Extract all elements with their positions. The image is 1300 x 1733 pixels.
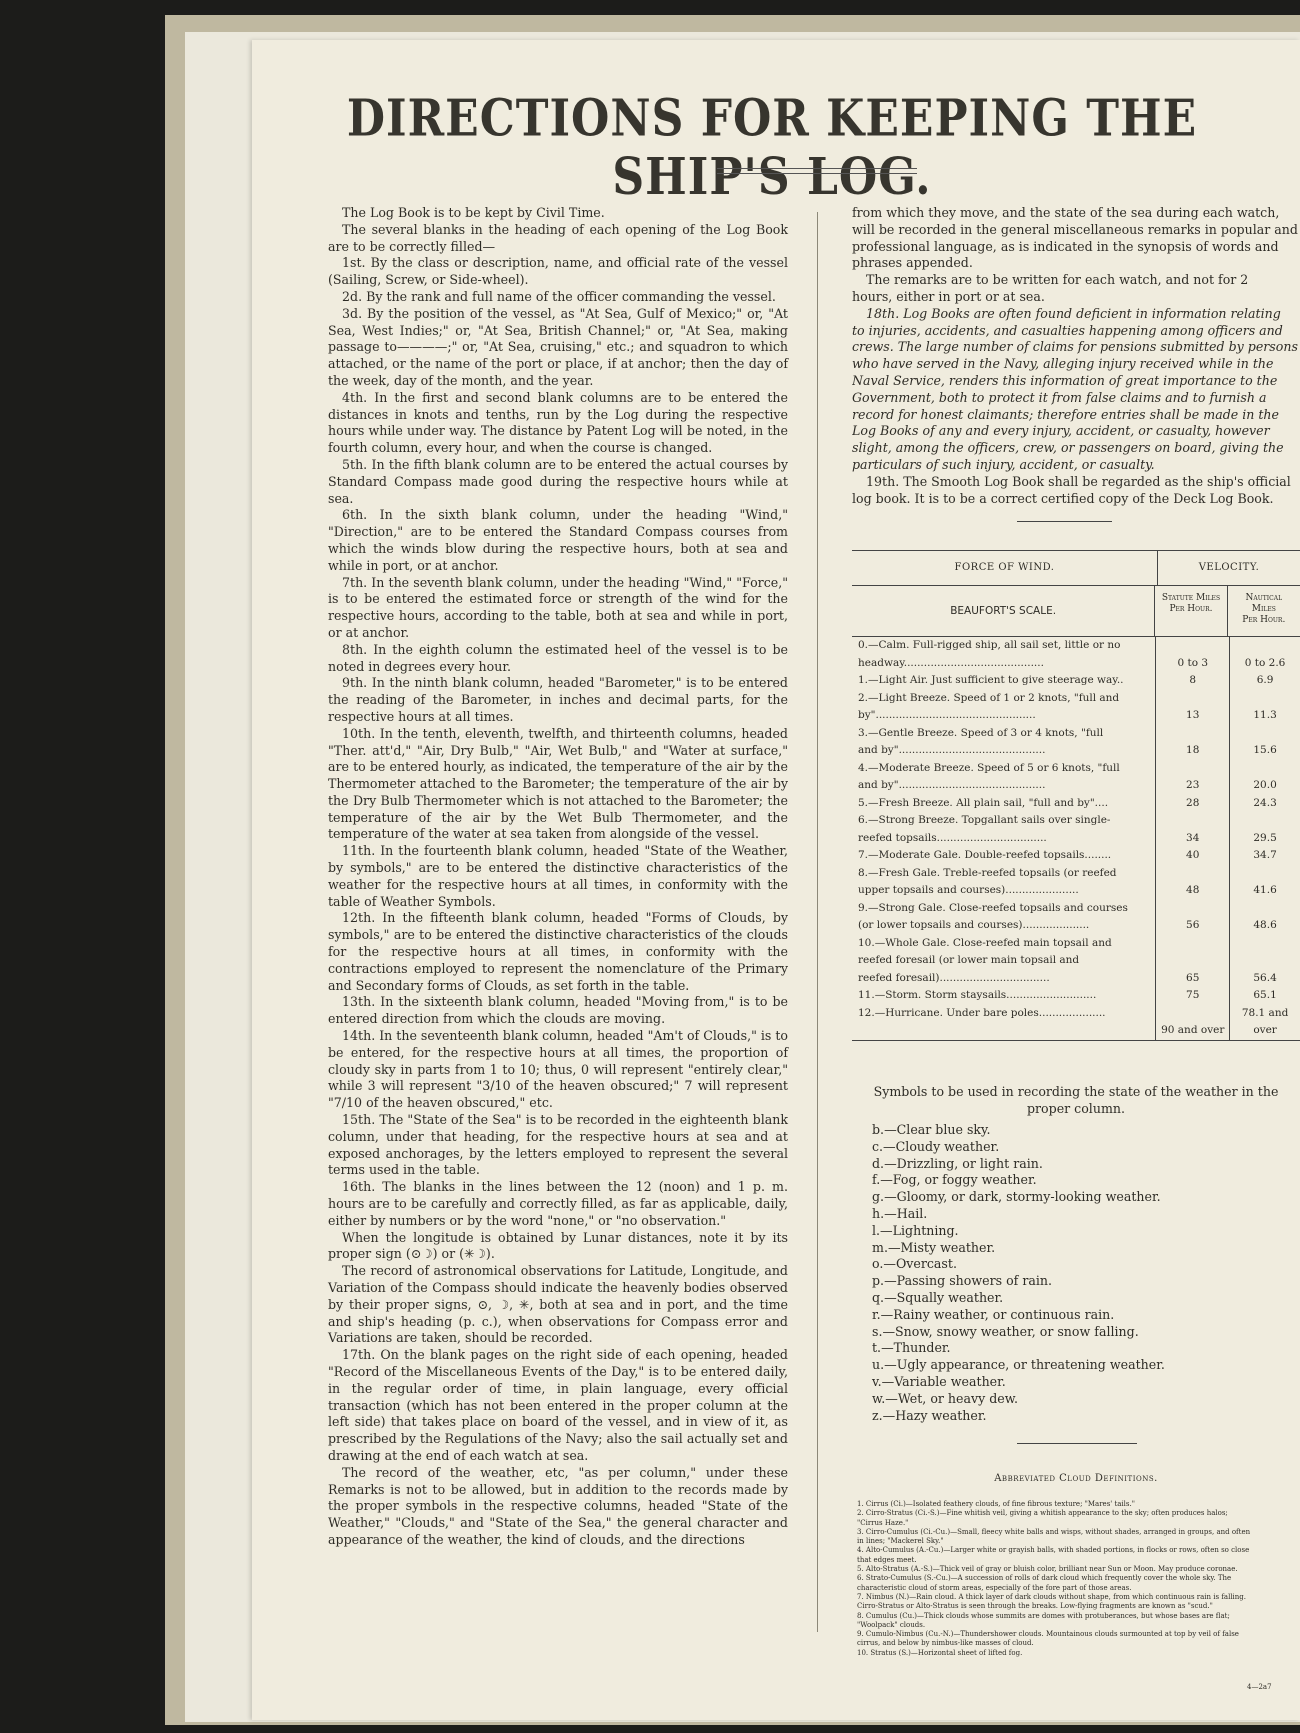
- section-rule: [1017, 521, 1112, 522]
- text-line: who have served in the Navy, alleging injury received while in the: [852, 356, 1274, 372]
- statute-mph-cell: 75: [1156, 987, 1230, 1005]
- weather-symbol-item: l.—Lightning.: [872, 1222, 959, 1238]
- text-line: professional language, as is indicated in the synopsis of words and: [852, 238, 1279, 254]
- paragraph: 12th. In the fifteenth blank column, headed "Forms of Clouds, by symbols," are to be entered the distinctive characteristics of the clouds for the respective hours at all times, in conformity with the contractions employed to represent the nomenclature of the Primary and Secondary forms of Clouds, as set forth in the table.: [328, 910, 788, 993]
- nautical-mph-cell: 56.4: [1253, 971, 1277, 984]
- paragraph: The record of astronomical observations for Latitude, Longitude, and Variation of the Compass should indicate the heavenly bodies observed by their proper signs, ⊙, ☽, ✳, both at sea and in port, and the time and ship's heading (p. c.), when observations for Compass error and Variations are taken, should be recorded.: [328, 1263, 788, 1346]
- left-column: [328, 205, 788, 1549]
- wind-force-description: 5.—Fresh Breeze. All plain sail, "full and by"....: [852, 795, 1156, 813]
- nautical-mph-cell: 78.1 and over: [1241, 1006, 1289, 1036]
- text-line: Log Books of any and every injury, accident, or casualty, however: [852, 423, 1270, 439]
- statute-mph-cell: 34: [1156, 812, 1230, 847]
- cloud-definition-item: 6. Strato-Cumulus (S.-Cu.)—A succession of rolls of dark cloud which frequently cover the whole sky. The characteristic cloud of storm areas, especially of the fore part of those areas.: [857, 1574, 1232, 1592]
- weather-symbol-item: z.—Hazy weather.: [872, 1407, 987, 1423]
- cloud-definition-item: 1. Cirrus (Ci.)—Isolated feathery clouds, of fine fibrous texture; "Mares' tails.": [857, 1500, 1135, 1508]
- nautical-mph-cell: 15.6: [1253, 744, 1277, 756]
- statute-miles-header: Statute Miles Per Hour.: [1155, 586, 1227, 636]
- text-line: Naval Service, renders this information of great importance to the: [852, 372, 1278, 388]
- wind-force-description: 8.—Fresh Gale. Treble-reefed topsails (or reefed upper topsails and courses)......................: [852, 865, 1156, 900]
- nautical-mph-cell: 0 to 2.6: [1244, 656, 1286, 669]
- weather-symbol-item: r.—Rainy weather, or continuous rain.: [872, 1306, 1115, 1322]
- weather-symbol-item: d.—Drizzling, or light rain.: [872, 1155, 1043, 1171]
- weather-symbol-item: o.—Overcast.: [872, 1256, 957, 1272]
- velocity-header: VELOCITY.: [1198, 562, 1260, 573]
- table-row: [852, 847, 1300, 865]
- paragraph: 2d. By the rank and full name of the officer commanding the vessel.: [342, 288, 776, 304]
- text-line: crews. The large number of claims for pensions submitted by persons: [852, 339, 1298, 355]
- paragraph: The Log Book is to be kept by Civil Time.: [342, 205, 605, 220]
- paragraph: 10th. In the tenth, eleventh, twelfth, and thirteenth columns, headed "Ther. att'd," "Air, Dry Bulb," "Air, Wet Bulb," and "Water at surface," are to be entered hourly, as indicated, the temperature of the air by the Thermometer attached to the Barometer; the temperature of the air by the Dry Bulb Thermometer which is not attached to the Barometer; the temperature of the air by the Wet Bulb Thermometer, and the temperature of the water at sea taken from alongside of the vessel.: [328, 725, 788, 842]
- paragraph: 16th. The blanks in the lines between the 12 (noon) and 1 p. m. hours are to be carefully and correctly filled, as far as applicable, daily, either by numbers or by the word "none," or "no observation.": [328, 1179, 788, 1228]
- cloud-definition-item: 4. Alto-Cumulus (A.-Cu.)—Larger white or grayish balls, with shaded portions, in flocks or rows, often so close that edges meet.: [857, 1546, 1250, 1564]
- paragraph: 15th. The "State of the Sea" is to be recorded in the eighteenth blank column, under that heading, for the respective hours at sea and at exposed anchorages, by the letters employed to represent the several terms used in the table.: [328, 1112, 788, 1178]
- nautical-mph-cell: 20.0: [1253, 779, 1277, 791]
- statute-mph-cell: 8: [1156, 672, 1230, 690]
- wind-force-description: 6.—Strong Breeze. Topgallant sails over single- reefed topsails.................................: [852, 812, 1156, 847]
- cloud-definition-item: 2. Cirro-Stratus (Ci.-S.)—Fine whitish veil, giving a whitish appearance to the sky; often produces halos; "Cirrus Haze.": [857, 1509, 1228, 1527]
- table-header: [852, 551, 1300, 586]
- wind-force-description: 0.—Calm. Full-rigged ship, all sail set, little or no headway..........................................: [852, 637, 1156, 672]
- cloud-definition-item: 3. Cirro-Cumulus (Ci.-Cu.)—Small, fleecy white balls and wisps, without shades, arranged in groups, and often in lines; "Mackerel Sky.": [857, 1527, 1251, 1546]
- wind-force-description: 12.—Hurricane. Under bare poles....................: [852, 1005, 1156, 1040]
- paragraph: The record of the weather, etc, "as per column," under these Remarks is not to be allowed, but in addition to the records made by the proper symbols in the respective columns, headed "State of the Weather," "Clouds," and "State of the Sea," the general character and appearance of the weather, the kind of clouds, and the directions: [328, 1464, 788, 1547]
- weather-symbol-item: s.—Snow, snowy weather, or snow falling.: [872, 1323, 1139, 1339]
- column-divider: [817, 212, 818, 1632]
- weather-symbol-item: h.—Hail.: [872, 1205, 928, 1221]
- text-line: Government, both to protect it from false claims and to furnish a: [852, 389, 1267, 405]
- paragraph: The several blanks in the heading of each opening of the Log Book are to be correctly filled—: [328, 221, 788, 254]
- cloud-definition-item: 7. Nimbus (N.)—Rain cloud. A thick layer of dark clouds without shape, from which continuous rain is falling. Cirro-Stratus or Alto-Stratus is seen through the breaks. Low-flying fragments are known as "scud.": [857, 1592, 1247, 1611]
- nautical-mph-cell: 65.1: [1253, 989, 1277, 1001]
- weather-symbol-item: m.—Misty weather.: [872, 1239, 996, 1255]
- statute-mph-cell: 65: [1156, 935, 1230, 988]
- paragraph: 4th. In the first and second blank columns are to be entered the distances in knots and tenths, run by the Log during the respective hours while under way. The distance by Patent Log will be noted, in the fourth column, every hour, and when the course is changed.: [328, 389, 788, 456]
- text-line: particulars of such injury, accident, or casualty.: [852, 456, 1155, 472]
- table-row: [852, 760, 1300, 795]
- nautical-miles-header: Nautical Miles Per Hour.: [1242, 593, 1286, 625]
- statute-mph-cell: 28: [1156, 795, 1230, 813]
- paragraph: 9th. In the ninth blank column, headed "Barometer," is to be entered the reading of the Barometer, in inches and decimal parts, for the respective hours at all times.: [328, 675, 788, 724]
- text-line: record for honest claimants; therefore entries shall be made in the: [852, 406, 1279, 422]
- wind-force-description: 9.—Strong Gale. Close-reefed topsails and courses (or lower topsails and courses)....................: [852, 900, 1156, 935]
- text-line: slight, among the officers, crew, or passengers on board, giving the: [852, 440, 1284, 456]
- statute-mph-cell: 13: [1156, 690, 1230, 725]
- cloud-definition-item: 5. Alto-Stratus (A.-S.)—Thick veil of gray or bluish color, brilliant near Sun or Moon. May produce coronae.: [857, 1565, 1238, 1574]
- title-underline: [717, 168, 917, 174]
- table-row: [852, 812, 1300, 847]
- text-line: 18th. Log Books are often found deficient in information relating: [866, 305, 1281, 321]
- weather-symbol-item: g.—Gloomy, or dark, stormy-looking weather.: [872, 1189, 1161, 1205]
- table-row: [852, 725, 1300, 760]
- statute-mph-cell: 18: [1156, 725, 1230, 760]
- nautical-mph-cell: 11.3: [1253, 709, 1277, 721]
- cloud-definition-item: 8. Cumulus (Cu.)—Thick clouds whose summits are domes with protuberances, but whose bases are flat; "Woolpack" clouds.: [857, 1611, 1230, 1629]
- table-row: [852, 865, 1300, 900]
- paragraph: 1st. By the class or description, name, and official rate of the vessel (Sailing, Screw, or Side-wheel).: [328, 255, 788, 288]
- beaufort-scale-table: [852, 550, 1300, 1041]
- table-row: [852, 987, 1300, 1005]
- paragraph: 5th. In the fifth blank column are to be entered the actual courses by Standard Compass made good during the respective hours while at sea.: [328, 456, 788, 506]
- table-row: [852, 672, 1300, 690]
- nautical-mph-cell: 6.9: [1256, 674, 1274, 686]
- weather-symbol-item: t.—Thunder.: [872, 1340, 951, 1356]
- page-number: 4—2a7: [1247, 1683, 1272, 1691]
- nautical-mph-cell: 48.6: [1253, 919, 1277, 931]
- paragraph: 6th. In the sixth blank column, under the heading "Wind," "Direction," are to be entered the Standard Compass courses from which the winds blow during the respective hours, both at sea and while in port, or at anchor.: [328, 507, 788, 573]
- text-line: will be recorded in the general miscellaneous remarks in popular and: [852, 221, 1298, 237]
- log-directions-page: [252, 40, 1300, 1720]
- wind-force-description: 3.—Gentle Breeze. Speed of 3 or 4 knots, "full and by"............................................: [852, 725, 1156, 760]
- nautical-mph-cell: 34.7: [1253, 849, 1277, 861]
- page-title: DIRECTIONS FOR KEEPING THE SHIP'S LOG.: [346, 89, 1198, 207]
- paragraph: 8th. In the eighth column the estimated heel of the vessel is to be noted in degrees every hour.: [328, 641, 788, 674]
- text-line: hours, either in port or at sea.: [852, 288, 1045, 304]
- cloud-definition-item: 9. Cumulo-Nimbus (Cu.-N.)—Thundershower clouds. Mountainous clouds surmounted at top by veil of false cirrus, and below by nimbus-like masses of cloud.: [857, 1630, 1239, 1648]
- text-line: The remarks are to be written for each watch, and not for 2: [866, 272, 1249, 288]
- statute-mph-cell: 0 to 3: [1156, 637, 1230, 672]
- wind-force-description: 7.—Moderate Gale. Double-reefed topsails........: [852, 847, 1156, 865]
- paragraph: 11th. In the fourteenth blank column, headed "State of the Weather, by symbols," are to be entered the distinctive characteristics of the weather for the respective hours at all times, in conformity with the table of Weather Symbols.: [328, 843, 788, 909]
- table-row: [852, 690, 1300, 725]
- wind-force-description: 11.—Storm. Storm staysails...........................: [852, 987, 1156, 1005]
- table-row: [852, 795, 1300, 813]
- statute-mph-cell: 40: [1156, 847, 1230, 865]
- table-row: [852, 900, 1300, 935]
- weather-symbol-item: u.—Ugly appearance, or threatening weather.: [872, 1357, 1165, 1373]
- right-column: [852, 205, 1300, 522]
- weather-symbols-list: [872, 1122, 1292, 1424]
- force-of-wind-header: FORCE OF WIND.: [852, 551, 1158, 585]
- weather-symbol-item: w.—Wet, or heavy dew.: [872, 1390, 1019, 1406]
- weather-symbol-item: p.—Passing showers of rain.: [872, 1273, 1052, 1289]
- paragraph: 14th. In the seventeenth blank column, headed "Am't of Clouds," is to be entered, for the respective hours at all times, the proportion of cloudy sky in parts from 1 to 10; thus, 0 will represent "entirely clear," while 3 will represent "3/10 of the heaven obscured;" 7 will represent "7/10 of the heaven obscured," etc.: [328, 1028, 789, 1111]
- paragraph: 17th. On the blank pages on the right side of each opening, headed "Record of the Miscellaneous Events of the Day," is to be entered daily, in the regular order of time, in plain language, every official transaction (which has not been entered in the proper column at the left side) that takes place on board of the vessel, and in view of it, as prescribed by the Regulations of the Navy; also the sail actually set and drawing at the end of each watch at sea.: [328, 1347, 788, 1463]
- paragraph: 7th. In the seventh blank column, under the heading "Wind," "Force," is to be entered the estimated force or strength of the wind for the respective hours, according to the table, both at sea and while in port, or at anchor.: [328, 574, 788, 640]
- text-line: phrases appended.: [852, 255, 973, 271]
- weather-symbol-item: b.—Clear blue sky.: [872, 1122, 991, 1137]
- text-line: from which they move, and the state of the sea during each watch,: [852, 205, 1280, 220]
- cloud-definition-item: 10. Stratus (S.)—Horizontal sheet of lifted fog.: [857, 1648, 1023, 1657]
- wind-force-description: 1.—Light Air. Just sufficient to give steerage way..: [852, 672, 1156, 690]
- section-rule: [1017, 1443, 1137, 1444]
- weather-symbols-heading: Symbols to be used in recording the state of the weather in the proper column.: [873, 1084, 1279, 1116]
- statute-mph-cell: 90 and over: [1156, 1005, 1230, 1040]
- paragraph: When the longitude is obtained by Lunar distances, note it by its proper sign (⊙☽) or (✳☽).: [328, 1229, 788, 1262]
- beaufort-scale-header: BEAUFORT'S SCALE.: [852, 586, 1155, 636]
- weather-symbol-item: q.—Squally weather.: [872, 1289, 1004, 1305]
- statute-mph-cell: 23: [1156, 760, 1230, 795]
- wind-force-description: 2.—Light Breeze. Speed of 1 or 2 knots, "full and by"................................................: [852, 690, 1156, 725]
- table-row: [852, 935, 1300, 988]
- table-subheader: [852, 586, 1300, 637]
- weather-symbol-item: v.—Variable weather.: [872, 1373, 1006, 1389]
- paragraph: 13th. In the sixteenth blank column, headed "Moving from," is to be entered direction from which the clouds are moving.: [328, 994, 788, 1027]
- statute-mph-cell: 56: [1156, 900, 1230, 935]
- table-row: [852, 1005, 1300, 1040]
- cloud-definitions-list: [857, 1500, 1297, 1658]
- nautical-mph-cell: 41.6: [1253, 884, 1277, 896]
- wind-force-description: 4.—Moderate Breeze. Speed of 5 or 6 knots, "full and by"............................................: [852, 760, 1156, 795]
- table-row: [852, 637, 1300, 672]
- table-body: [852, 637, 1300, 1040]
- wind-force-description: 10.—Whole Gale. Close-reefed main topsail and reefed foresail (or lower main topsail and reefed foresail).................................: [852, 935, 1156, 988]
- text-line: 19th. The Smooth Log Book shall be regarded as the ship's official: [866, 473, 1291, 489]
- weather-symbol-item: f.—Fog, or foggy weather.: [872, 1172, 1037, 1188]
- text-line: to injuries, accidents, and casualties happening among officers and: [852, 322, 1283, 338]
- cloud-definitions-heading: Abbreviated Cloud Definitions.: [994, 1473, 1158, 1484]
- nautical-mph-cell: 29.5: [1253, 831, 1277, 844]
- statute-mph-cell: 48: [1156, 865, 1230, 900]
- weather-symbol-item: c.—Cloudy weather.: [872, 1138, 1000, 1154]
- nautical-mph-cell: 24.3: [1253, 796, 1277, 809]
- paragraph: 3d. By the position of the vessel, as "At Sea, Gulf of Mexico;" or, "At Sea, West Indies;" or, "At Sea, British Channel;" or, "At Sea, making passage to————;" or, "At Sea, cruising," etc.; and squadron to which attached, or the name of the port or place, if at anchor; then the day of the week, day of the month, and the year.: [328, 305, 788, 388]
- text-line: log book. It is to be a correct certified copy of the Deck Log Book.: [852, 490, 1274, 506]
